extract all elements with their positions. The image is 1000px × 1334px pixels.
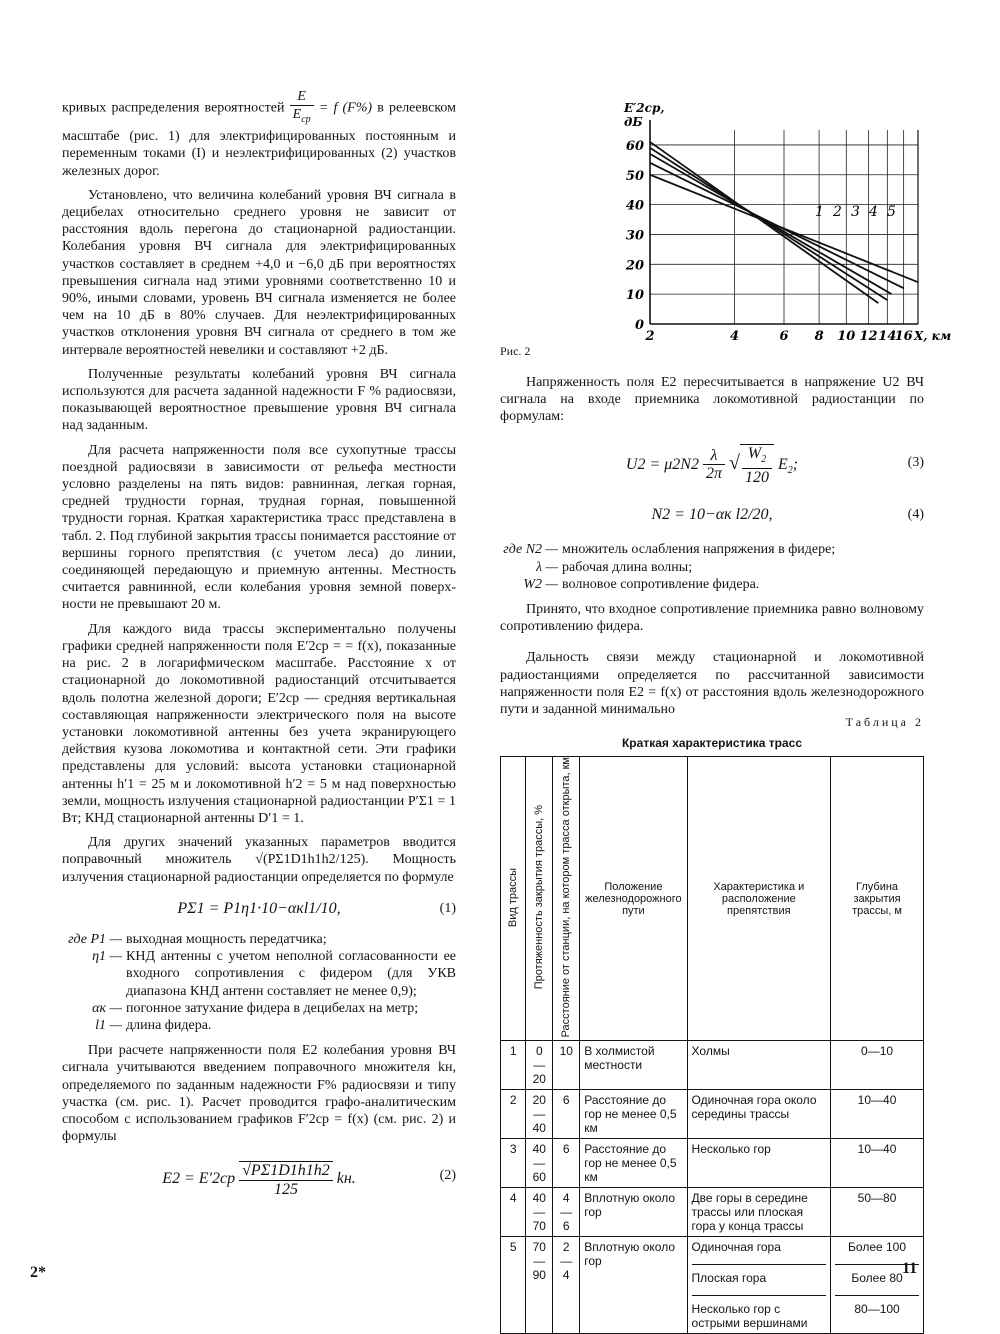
equation-3-number: (3) bbox=[907, 454, 924, 470]
cell-distance: 2—4 bbox=[553, 1237, 580, 1334]
traces-table bbox=[500, 756, 924, 1334]
right-column bbox=[500, 374, 924, 725]
series-line-2 bbox=[650, 148, 887, 300]
cell-characteristic bbox=[687, 1041, 831, 1090]
figure-2 bbox=[500, 94, 952, 360]
table-title: Таблица 2 bbox=[845, 715, 924, 729]
definition-text: волновое сопротивление фидера. bbox=[562, 576, 760, 592]
right-paragraph-2: Принято, что входное сопротивление приемника равно волновому сопротивлению фидера. bbox=[500, 602, 924, 635]
equation-4 bbox=[500, 506, 924, 523]
equation-1 bbox=[62, 900, 456, 917]
equation-2-denominator: 125 bbox=[273, 1180, 298, 1198]
definition-text: рабочая длина волны; bbox=[562, 559, 693, 575]
definition-row bbox=[500, 541, 924, 558]
equation-2-lhs: E2 = E′2ср bbox=[162, 1170, 236, 1188]
depth-item: Более 80 bbox=[835, 1264, 919, 1289]
cell-percent: 40—60 bbox=[526, 1139, 553, 1188]
x-tick-label: 6 bbox=[779, 329, 789, 344]
characteristic-item: Несколько гор с острыми вершинами bbox=[692, 1295, 827, 1330]
table-header-row bbox=[501, 757, 924, 1041]
y-tick-label: 50 bbox=[625, 168, 644, 184]
paragraph-intro: кривых распределения вероятностей $\frac{E}{E_{ср}}$ = f (F%) в релеевском масштабе (рис. 1) для электрифицированных постоянным и переменным токами (I) и неэлектрифицированных (2) участков железных дорог. bbox=[62, 89, 457, 179]
y-axis-label: E′2ср, bbox=[624, 101, 665, 115]
header-position: Положение железнодорожного пути bbox=[580, 757, 687, 1041]
x-tick-label: 4 bbox=[730, 329, 740, 344]
equation-4-body: N2 = 10−αк l2/20, bbox=[651, 506, 773, 524]
equation-2-numerator: √PΣ1D1h1h2 bbox=[239, 1161, 333, 1180]
cell-position: Вплотную около гор bbox=[580, 1188, 687, 1237]
definition-text: погонное затухание фидера в децибелах на метр; bbox=[126, 1000, 419, 1016]
ratio-formula: $\frac{E}{E_{ср}}$ bbox=[290, 88, 314, 128]
series-line-1 bbox=[650, 142, 878, 303]
paragraph-6: Для других значений указанных параметров вводится поправочный множитель √(PΣ1D1h1h2/125). Мощность излучения стационарной радиостанции определяется по формуле bbox=[62, 835, 456, 885]
equation-2-fraction bbox=[239, 1161, 333, 1197]
characteristic-item: Плоская гора bbox=[692, 1264, 827, 1289]
cell-type: 4 bbox=[501, 1188, 526, 1237]
definition-row bbox=[62, 948, 456, 1000]
cell-depth bbox=[831, 1041, 924, 1090]
cell-percent: 0—20 bbox=[526, 1041, 553, 1090]
header-distance: Расстояние от станции, на котором трасса открыта, км bbox=[553, 757, 580, 1041]
depth-item: 0—10 bbox=[861, 1044, 894, 1059]
table-row bbox=[501, 1139, 924, 1188]
header-depth: Глубина закрытия трассы, м bbox=[831, 757, 924, 1041]
cell-characteristic bbox=[687, 1090, 831, 1139]
y-tick-label: 30 bbox=[625, 228, 644, 244]
definition-row bbox=[500, 576, 924, 593]
cell-distance: 6 bbox=[553, 1090, 580, 1139]
series-label-3: 3 bbox=[851, 204, 860, 220]
y-tick-label: 40 bbox=[625, 198, 644, 214]
depth-item: Более 100 bbox=[848, 1240, 907, 1255]
characteristic-item: Одиночная гора около середины трассы bbox=[691, 1093, 817, 1122]
equation-2-number: (2) bbox=[439, 1168, 456, 1184]
cell-type: 5 bbox=[501, 1237, 526, 1334]
equation-1-number: (1) bbox=[439, 900, 456, 916]
characteristic-item: Две горы в середине трассы или плоская гора у конца трассы bbox=[691, 1191, 808, 1234]
cell-percent: 20—40 bbox=[526, 1090, 553, 1139]
cell-percent: 40—70 bbox=[526, 1188, 553, 1237]
definition-symbol: η1 — bbox=[92, 949, 122, 965]
y-axis-unit: дБ bbox=[624, 115, 643, 129]
cell-depth bbox=[831, 1139, 924, 1188]
series-label-5: 5 bbox=[887, 204, 896, 220]
depth-item: 50—80 bbox=[857, 1191, 897, 1206]
cell-characteristic bbox=[687, 1237, 831, 1334]
equation-2 bbox=[62, 1161, 456, 1197]
y-tick-label: 0 bbox=[634, 318, 644, 333]
cell-type: 3 bbox=[501, 1139, 526, 1188]
definition-text: выходная мощность передатчика; bbox=[126, 931, 327, 947]
series-label-2: 2 bbox=[833, 204, 842, 220]
cell-position: В холмистой местности bbox=[580, 1041, 687, 1090]
cell-distance: 10 bbox=[553, 1041, 580, 1090]
x-tick-label: 2 bbox=[645, 329, 655, 344]
definition-symbol: W2 — bbox=[523, 576, 558, 592]
cell-percent: 70—90 bbox=[526, 1237, 553, 1334]
right-paragraph-3: Дальность связи между стационарной и локомотивной радиостанциями определяется по рассчитанной зависимости напряженности поля E2 = f(x) от расстояния вдоль железнодорожного пути и заданной минимально bbox=[500, 650, 924, 718]
definition-symbol: l1 — bbox=[95, 1017, 122, 1033]
x-tick-label: 10 bbox=[837, 329, 856, 344]
right-definitions bbox=[500, 541, 924, 593]
definition-symbol: где P1 — bbox=[68, 931, 122, 947]
definition-symbol: αк — bbox=[92, 1000, 122, 1016]
definition-row bbox=[62, 931, 456, 948]
cell-characteristic bbox=[687, 1188, 831, 1237]
figure-caption: Рис. 2 bbox=[500, 344, 531, 358]
y-tick-label: 10 bbox=[625, 288, 644, 304]
header-percent: Протяженность закрытия трассы, % bbox=[526, 757, 553, 1041]
table-row bbox=[501, 1188, 924, 1237]
cell-type: 2 bbox=[501, 1090, 526, 1139]
y-tick-label: 60 bbox=[625, 138, 644, 154]
table-row bbox=[501, 1090, 924, 1139]
cell-position: Расстояние до гор не менее 0,5 км bbox=[580, 1139, 687, 1188]
paragraph-3: Полученные результаты колебаний уровня ВЧ сигнала используются для расчета заданной надежности F % радиосвязи, показывающей вероятностное превышение уровня ВЧ сигнала над заданным. bbox=[62, 366, 456, 434]
depth-item: 80—100 bbox=[835, 1295, 919, 1330]
depth-item: 10—40 bbox=[857, 1142, 897, 1157]
cell-characteristic bbox=[687, 1139, 831, 1188]
left-definitions bbox=[62, 931, 456, 1034]
cell-distance: 6 bbox=[553, 1139, 580, 1188]
paragraph-4: Для расчета напряженности поля все сухопутные трассы поездной радиосвязи в зависимости от рельефа местности условно разделены на пять видов: равнинная, легкая горная, средней трудности горная, трудная горная, повышенной трудности горная. Краткая характеристика трасс представлена в табл. 2. Под глубиной закрытия трассы понимается расстояние от вершины горного препятствия (с учетом леса) до линии, соединяющей передающую и приемную антенны. Местность считается равнинной, если колебания уровня земной поверхности не превышают 20 м. bbox=[62, 442, 456, 613]
characteristic-item: Холмы bbox=[691, 1044, 730, 1059]
page-number-right: 11 bbox=[902, 1260, 918, 1277]
definition-text: КНД антенны с учетом неполной согласованности ее входного сопротивления с фидером (для УКВ диапазона КНД антенн составляет не менее 0,9); bbox=[126, 949, 456, 999]
equation-2-tail: kн. bbox=[336, 1170, 356, 1188]
paragraph-5: Для каждого вида трассы экспериментально получены графики средней напряженности поля E′2ср = = f(x), показанные на рис. 2 в логарифмическом масштабе. Расстояние x от стационарной до локомотивной радиостанций отсчитывается вдоль полотна железной дороги; E′2ср — средняя вертикальная составляющая напряженности электрического поля на высоте установки локомотивной антенны без учета экранирующего действия кузова локомотива и контактной сети. Эти графики представлены для условий: высота установки стационарной антенны h′1 = 25 м и локомотивной h′2 = 5 м над поверхностью земли, мощность излучения стационарной радиостанции P′Σ1 = 1 Вт; КНД стационарной антенны D′1 = 1. bbox=[62, 621, 456, 826]
table-row bbox=[501, 1041, 924, 1090]
x-tick-label: 16 bbox=[894, 329, 913, 344]
equation-1-body: PΣ1 = P1η1·10−αкl1/10, bbox=[177, 899, 341, 917]
series-label-1: 1 bbox=[815, 204, 824, 220]
equation-3: U2 = μ2N2 $\frac{\lambda}{2\pi}$ √ $\frac{W_2}{120}$ $E_2$; (3) bbox=[625, 444, 924, 486]
definition-symbol: где N2 — bbox=[503, 542, 558, 558]
definition-symbol: λ — bbox=[535, 559, 558, 575]
page-number-left: 2* bbox=[30, 1264, 46, 1281]
x-tick-label: 14 bbox=[878, 329, 897, 344]
paragraph-2: Установлено, что величина колебаний уровня ВЧ сигнала в децибелах относительно среднего уровня не зависит от расстояния вдоль перегона до стационарной радиостанции. Колебания уровня ВЧ сигнала для электрифицированных участков составляет в среднем +4,0 и −6,0 дБ при вероятностях превышения сигнала над этими уровнями соответственно 10 и 90%, иными словами, уровень ВЧ сигнала изменяется не более чем на 10 дБ в 80% случаев. Для неэлектрифицированных участков отклонения уровня ВЧ сигнала от среднего в том же интервале вероятностей невелики и составляют +2 дБ. bbox=[62, 187, 456, 358]
header-characteristic: Характеристика и расположение препятствия bbox=[687, 757, 831, 1041]
cell-position: Вплотную около гор bbox=[580, 1237, 687, 1334]
x-tick-label: 12 bbox=[859, 329, 878, 344]
definition-text: длина фидера. bbox=[126, 1017, 212, 1033]
table-row bbox=[501, 1237, 924, 1334]
header-type: Вид трассы bbox=[501, 757, 526, 1041]
x-tick-label: 8 bbox=[814, 329, 824, 344]
x-axis-label: X, км bbox=[914, 329, 952, 343]
equation-4-number: (4) bbox=[907, 507, 924, 523]
depth-item: 10—40 bbox=[857, 1093, 897, 1108]
definition-text: множитель ослабления напряжения в фидере; bbox=[562, 542, 836, 558]
table-subtitle: Краткая характеристика трасс bbox=[621, 736, 802, 750]
characteristic-item: Несколько гор bbox=[691, 1142, 771, 1157]
cell-depth bbox=[831, 1090, 924, 1139]
table-2-block bbox=[500, 715, 924, 1334]
right-paragraph-1: Напряженность поля E2 пересчитывается в напряжение U2 ВЧ сигнала на входе приемника локомотивной радиостанции по формулам: bbox=[500, 375, 924, 425]
definition-row bbox=[500, 559, 924, 576]
cell-distance: 4—6 bbox=[553, 1188, 580, 1237]
definition-row bbox=[62, 1017, 456, 1034]
intro-text: кривых распределения вероятностей bbox=[62, 100, 285, 116]
left-column bbox=[62, 88, 456, 1212]
y-tick-label: 20 bbox=[625, 258, 644, 274]
cell-depth bbox=[831, 1237, 924, 1334]
definition-row bbox=[62, 1000, 456, 1017]
chart-fig-2 bbox=[500, 94, 952, 360]
intro-text-cont: в релеевском масштабе (рис. 1) для электрифицированных постоянным и переменным токами (I) и неэлектрифицированных (2) участков железных дорог. bbox=[62, 100, 457, 179]
paragraph-7: При расчете напряженности поля E2 колебания уровня ВЧ сигнала учитываются введением поправочного множителя kн, определяемого по заданным надежности F% радиосвязи и типу участка (см. рис. 1). Расчет проводится графо-аналитическим способом с использованием графиков F′2ср = f(x) (см. рис. 2) и формулы bbox=[62, 1043, 456, 1145]
cell-position: Расстояние до гор не менее 0,5 км bbox=[580, 1090, 687, 1139]
characteristic-item: Одиночная гора bbox=[691, 1240, 781, 1255]
cell-depth bbox=[831, 1188, 924, 1237]
cell-type: 1 bbox=[501, 1041, 526, 1090]
equation-3-lhs: U2 = μ2N2 bbox=[625, 455, 699, 473]
series-label-4: 4 bbox=[869, 204, 878, 220]
